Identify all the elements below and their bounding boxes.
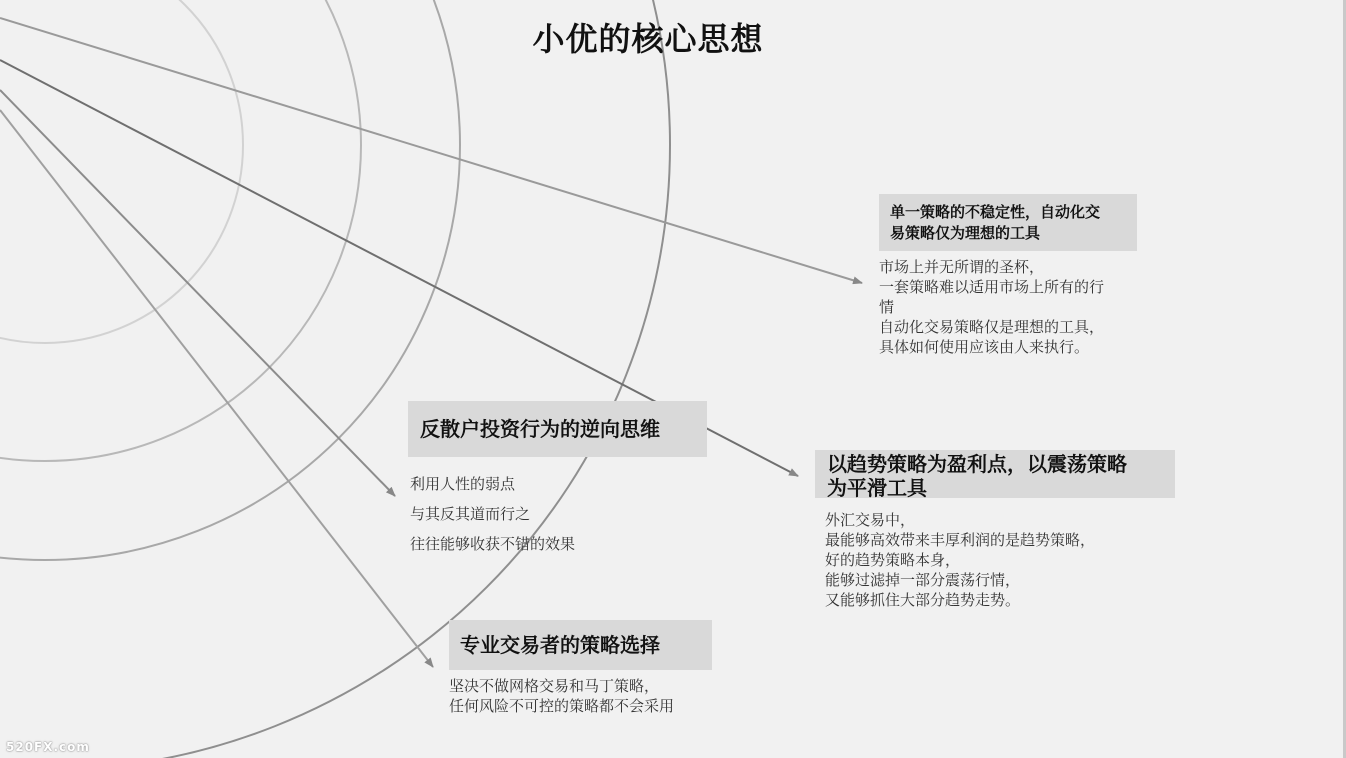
section-3-heading-line: 以趋势策略为盈利点，以震荡策略 [827, 452, 1127, 476]
section-1-body-line: 自动化交易策略仅是理想的工具， [879, 318, 1105, 336]
section-3-heading [815, 450, 1175, 498]
section-1-body-line: 市场上并无所谓的圣杯， [879, 258, 1045, 276]
section-3-heading-line: 为平滑工具 [827, 476, 927, 500]
section-3-body [825, 510, 1095, 610]
arrow-to-section-4 [0, 110, 433, 667]
section-2-body-line: 利用人性的弱点 [410, 475, 516, 493]
section-1-body [879, 257, 1149, 357]
section-4-body-line: 坚决不做网格交易和马丁策略， [449, 677, 660, 695]
section-3-body-line: 外汇交易中， [825, 511, 916, 529]
section-3-body-line: 能够过滤掉一部分震荡行情， [825, 571, 1021, 589]
circle-ring-2 [0, 0, 361, 461]
section-1-heading [879, 194, 1137, 251]
section-4-body [449, 676, 674, 716]
page-title: 小优的核心思想 [532, 20, 764, 58]
section-3-body-line: 最能够高效带来丰厚利润的是趋势策略， [825, 531, 1096, 549]
circle-ring-3 [0, 0, 460, 560]
watermark: 520FX.com [6, 740, 90, 754]
section-2-body-line: 与其反其道而行之 [410, 505, 531, 523]
section-2-body [410, 469, 575, 559]
section-1-body-line: 情 [879, 298, 895, 316]
section-2-body-line: 往往能够收获不错的效果 [410, 535, 576, 553]
section-2-heading: 反散户投资行为的逆向思维 [408, 401, 707, 457]
section-1-body-line: 一套策略难以适用市场上所有的行 [879, 278, 1105, 296]
section-1-body-line: 具体如何使用应该由人来执行。 [879, 338, 1090, 356]
section-4-body-line: 任何风险不可控的策略都不会采用 [449, 697, 675, 715]
section-3-body-line: 又能够抓住大部分趋势走势。 [825, 591, 1021, 609]
section-3-body-line: 好的趋势策略本身， [825, 551, 961, 569]
arrow-to-section-2 [0, 90, 395, 496]
section-1-heading-line: 易策略仅为理想的工具 [890, 224, 1041, 242]
section-1-heading-line: 单一策略的不稳定性，自动化交 [890, 203, 1101, 221]
section-4-heading: 专业交易者的策略选择 [449, 620, 712, 670]
